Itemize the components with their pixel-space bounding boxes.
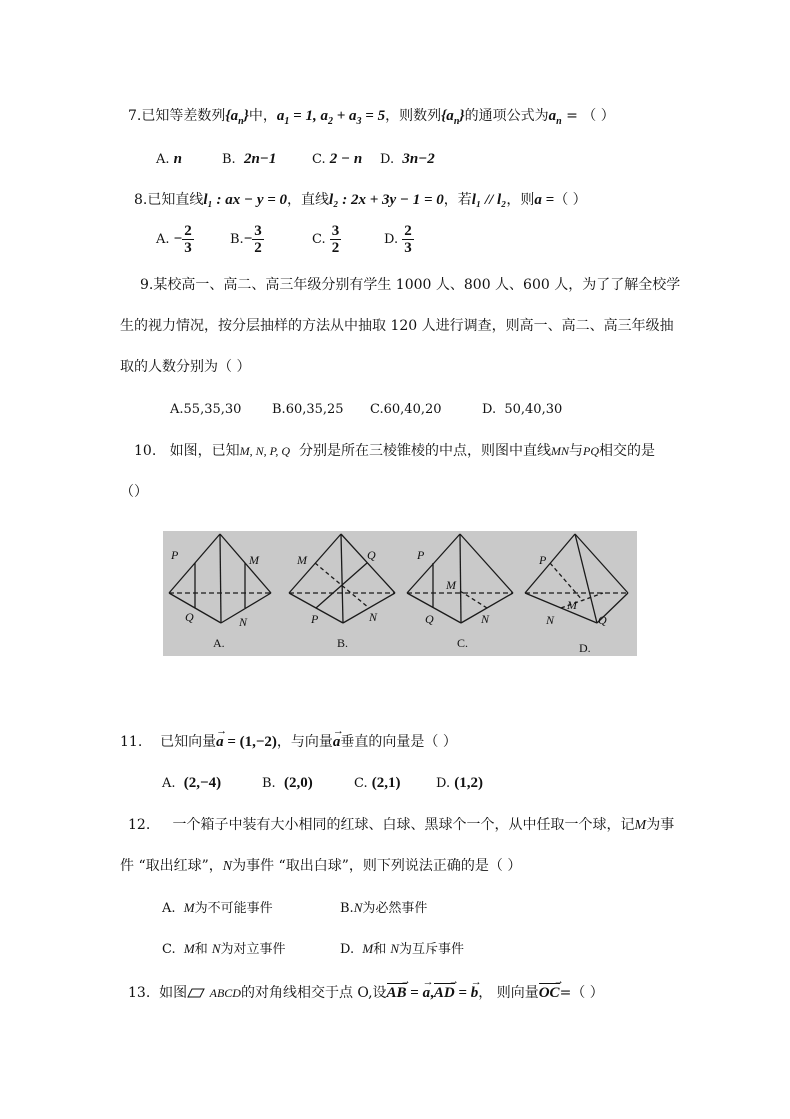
q8-stem: 8.已知直线l₁ : ax − y = 0，直线l₂ : 2x + 3y − 1 = 0，若l₁ // l₂，则a =（ ） xyxy=(134,192,587,208)
q12-option-b[interactable]: B.N为必然事件 xyxy=(340,900,428,916)
tetrahedra-figure xyxy=(163,531,637,656)
label-a-q: Q xyxy=(185,610,194,624)
q11-option-d[interactable]: D. (1,2) xyxy=(436,775,483,791)
q9-option-a[interactable]: A.55,35,30 xyxy=(170,402,242,417)
label-c-p: P xyxy=(417,548,425,562)
q9-option-d[interactable]: D. 50,40,30 xyxy=(482,402,563,417)
figure-label-b: B. xyxy=(337,636,349,650)
label-a-p: P xyxy=(171,548,179,562)
q7-option-b[interactable]: B. 2n−1 xyxy=(222,151,277,167)
figure-label-a: A. xyxy=(213,636,225,650)
parallelogram-icon xyxy=(187,988,205,998)
q7-option-c[interactable]: C. 2 − n xyxy=(312,151,363,167)
label-c-q: Q xyxy=(425,612,434,626)
label-a-m: M xyxy=(249,553,259,567)
q7-option-d[interactable]: D. 3n−2 xyxy=(380,151,435,167)
q7-stem: 7.已知等差数列$\{a_n\}$中，$a_1 = 1$, $a_2 + a_3 = 5$，则数列$\{a_n\}$的通项公式为$a_n$ = （ ） xyxy=(128,108,615,127)
q12-option-c[interactable]: C. M和 N为对立事件 xyxy=(162,941,286,957)
label-a-n: N xyxy=(239,615,248,629)
q9-line-3: 取的人数分别为（ ） xyxy=(120,359,251,375)
q8-option-a[interactable]: A. − $\frac{2}{3}$ xyxy=(156,223,192,256)
q7-option-a[interactable]: A. n xyxy=(156,151,183,167)
q8-option-b[interactable]: B.− $\frac{3}{2}$ xyxy=(230,223,262,256)
label-d-n: N xyxy=(546,613,555,627)
q9-line-2: 生的视力情况，按分层抽样的方法从中抽取 120 人进行调查，则高一、高二、高三年级抽 xyxy=(120,318,674,334)
label-d-p: P xyxy=(539,553,547,567)
q8-option-d[interactable]: D. $\frac{2}{3}$ xyxy=(384,223,412,256)
label-d-m: M xyxy=(567,598,577,612)
tetrahedra-svg xyxy=(163,531,637,656)
label-b-m: M xyxy=(297,553,307,567)
figure-label-c: C. xyxy=(457,636,469,650)
label-c-m: M xyxy=(446,578,456,592)
q9-option-c[interactable]: C.60,40,20 xyxy=(370,402,442,417)
q11-option-c[interactable]: C. (2,1) xyxy=(354,775,401,791)
tetra-b xyxy=(289,534,395,623)
q11-option-b[interactable]: B. (2,0) xyxy=(262,775,313,791)
figure-label-d: D. xyxy=(579,641,591,655)
label-b-n: N xyxy=(369,610,378,624)
q12-line-2: 件 “取出红球”，N为事件 “取出白球”，则下列说法正确的是（ ） xyxy=(120,858,522,874)
q10-stem: 10. 如图，已知M, N, P, Q 分别是所在三棱锥棱的中点，则图中直线MN与PQ相交的是 xyxy=(134,443,655,459)
q13-stem: 13. 如图 ABCD的对角线相交于点 O,设AB → = → a,AD → = → b， 则向量OC →=（ ） xyxy=(128,983,604,1003)
label-b-q: Q xyxy=(367,548,376,562)
q11-stem: 11. 已知向量→ a = (1,−2)，与向量→ a垂直的向量是（ ） xyxy=(120,732,457,752)
q9-option-b[interactable]: B.60,35,25 xyxy=(272,402,344,417)
q11-option-a[interactable]: A. (2,−4) xyxy=(162,775,222,791)
q9-line-1: 9.某校高一、高二、高三年级分别有学生 1000 人、800 人、600 人，为了了解全校学 xyxy=(140,277,681,293)
q10-stem-end: （） xyxy=(120,484,148,500)
q12-line-1: 12. 一个箱子中装有大小相同的红球、白球、黑球个一个，从中任取一个球，记M为事 xyxy=(128,817,675,833)
label-c-n: N xyxy=(481,612,490,626)
label-d-q: Q xyxy=(598,613,607,627)
label-b-p: P xyxy=(311,612,319,626)
q8-option-c[interactable]: C. $\frac{3}{2}$ xyxy=(312,223,340,256)
q12-option-d[interactable]: D. M和 N为互斥事件 xyxy=(340,941,465,957)
q12-option-a[interactable]: A. M为不可能事件 xyxy=(162,900,273,916)
